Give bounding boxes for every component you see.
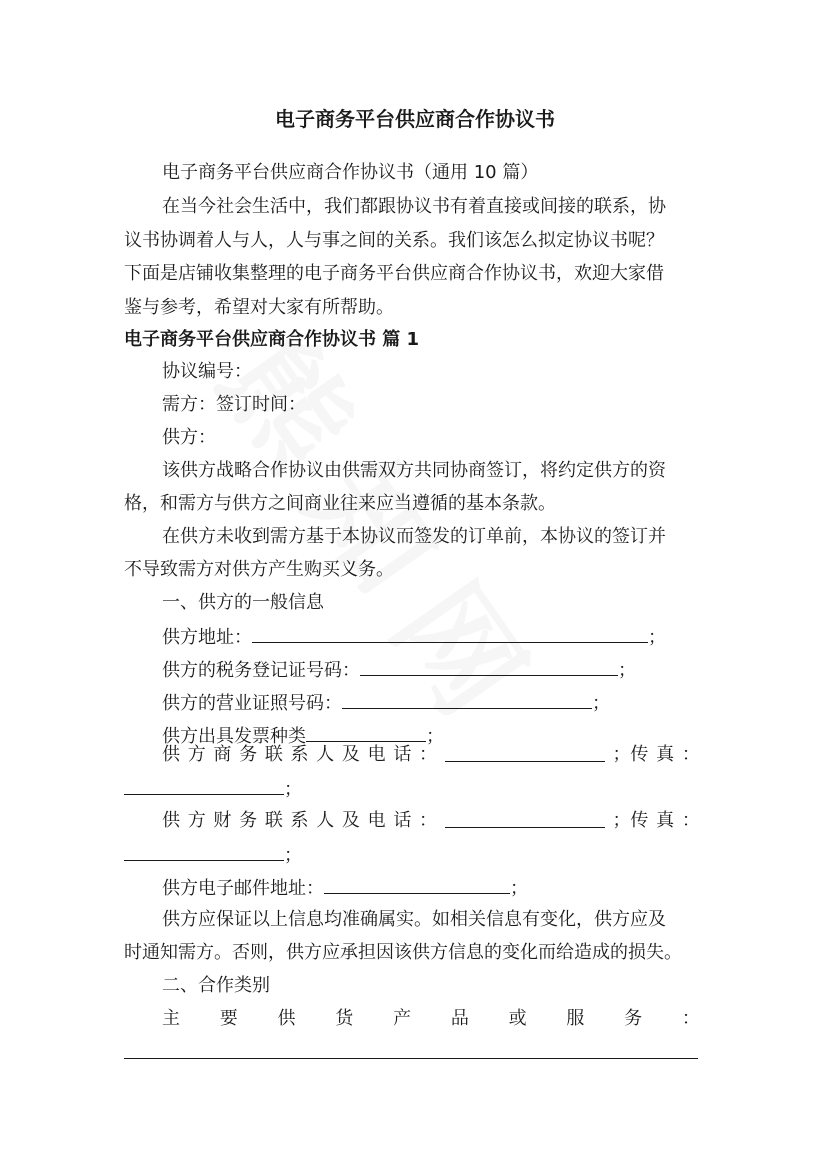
finance-fax-row: ； [124,842,700,868]
business-license-row: 供方的营业证照号码： ； [124,690,700,716]
para4-line-2: 时通知需方。否则，供方应承担因该供方信息的变化而给造成的损失。 [124,942,682,963]
invoice-type-label: 供方出具发票种类 [162,726,306,747]
finance-phone-blank[interactable] [445,809,605,828]
para3-line-2: 不导致需方对供方产生购买义务。 [124,559,394,580]
tax-number-row: 供方的税务登记证号码： ； [124,657,700,683]
supplier-label: 供方： [162,427,216,448]
business-contact-row: 供 方 商 务 联 系 人 及 电 话 ： ；传 真 ： [162,744,700,765]
agreement-number: 协议编号： [162,361,252,382]
supplier-address-row: 供方地址： ； [124,624,700,650]
demand-sign-time: 需方：签订时间： [162,394,306,415]
business-phone-blank[interactable] [445,743,605,762]
business-license-blank[interactable] [342,690,592,709]
para4-line-1: 供方应保证以上信息均准确属实。如相关信息有变化，供方应及 [162,909,666,930]
tax-number-label: 供方的税务登记证号码： [162,660,360,681]
intro-line-2: 议书协调着人与人，人与事之间的关系。我们该怎么拟定协议书呢？ [124,230,664,251]
supplier-address-label: 供方地址： [162,627,252,648]
email-row: 供方电子邮件地址： ； [124,875,700,901]
para2-line-1: 该供方战略合作协议由供需双方共同协商签订，将约定供方的资 [162,460,666,481]
subtitle: 电子商务平台供应商合作协议书（通用 10 篇） [162,162,539,183]
part2-heading: 二、合作类别 [162,975,270,996]
intro-line-4: 鉴与参考，希望对大家有所帮助。 [124,297,394,318]
invoice-type-row: 供方出具发票种类 ； [124,723,700,749]
main-products-blank-row [124,1040,700,1066]
business-fax-blank[interactable] [124,776,284,795]
finance-fax-blank[interactable] [124,842,284,861]
para3-line-1: 在供方未收到需方基于本协议而签发的订单前，本协议的签订并 [162,526,666,547]
para2-line-2: 格，和需方与供方之间商业往来应当遵循的基本条款。 [124,493,556,514]
main-products-blank[interactable] [124,1040,698,1059]
tax-number-blank[interactable] [360,657,618,676]
email-label: 供方电子邮件地址： [162,878,324,899]
supplier-address-blank[interactable] [252,624,648,643]
email-blank[interactable] [324,875,510,894]
intro-line-3: 下面是店铺收集整理的电子商务平台供应商合作协议书，欢迎大家借 [124,263,664,284]
section-heading: 电子商务平台供应商合作协议书 篇 1 [124,329,420,350]
business-fax-row: ； [124,776,700,802]
business-license-label: 供方的营业证照号码： [162,693,342,714]
main-products-row: 主 要 供 货 产 品 或 服 务 ： [162,1008,700,1029]
intro-line-1: 在当今社会生活中，我们都跟协议书有着直接或间接的联系，协 [162,196,666,217]
finance-contact-row: 供 方 财 务 联 系 人 及 电 话 ： ；传 真 ： [162,810,700,831]
invoice-type-blank[interactable] [306,723,426,742]
document-title: 电子商务平台供应商合作协议书 [275,107,555,131]
part1-heading: 一、供方的一般信息 [162,592,324,613]
